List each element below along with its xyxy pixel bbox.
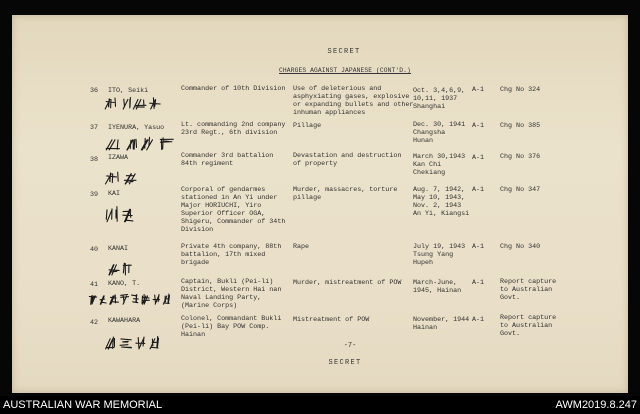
row-number: 36 <box>90 87 99 95</box>
text-line: Shigeru, Commander of 34th <box>181 218 286 226</box>
position-cell <box>181 278 281 310</box>
reference-cell <box>500 86 540 94</box>
position-cell <box>181 243 281 267</box>
date-place-cell <box>413 243 465 267</box>
accused-name: KAI <box>108 190 121 198</box>
reference-cell <box>500 314 556 338</box>
text-line: 23rd Regt., 6th division <box>181 129 278 137</box>
handwritten-stroke <box>106 207 133 222</box>
classification-header: SECRET <box>327 48 361 56</box>
position-cell <box>181 85 285 93</box>
date-place-cell <box>413 279 461 295</box>
text-line: Chg No 340 <box>500 243 541 251</box>
accused-name: IYENURA, Yasuo <box>108 124 165 132</box>
text-line: stationed in An Yi under <box>181 194 278 202</box>
handwritten-name <box>104 136 176 151</box>
handwritten-name <box>104 170 140 185</box>
charge-cell <box>293 279 401 287</box>
reference-cell <box>500 186 540 194</box>
handwritten-name <box>88 293 172 305</box>
row-number: 39 <box>90 191 99 199</box>
handwritten-stroke <box>89 294 169 304</box>
accused-name: ITO, Seiki <box>108 87 149 95</box>
text-line: inhuman appliances <box>293 109 366 117</box>
grade-cell: A-1 <box>472 186 485 194</box>
text-line: Naval Landing Party, <box>181 294 262 302</box>
accused-name: IZAWA <box>108 154 129 162</box>
handwritten-name <box>104 335 162 350</box>
text-line: Hainan <box>181 331 206 339</box>
accused-name: KAWAHARA <box>108 317 141 325</box>
text-line: Govt. <box>500 330 521 338</box>
text-line: Rape <box>293 243 310 251</box>
date-place-cell <box>413 87 465 111</box>
text-line: battalion, 17th mixed <box>181 251 266 259</box>
handwritten-name <box>104 205 136 223</box>
text-line: Chekiang <box>413 169 446 177</box>
text-line: Lt. commanding 2nd company <box>181 121 286 129</box>
page-number: -7- <box>343 342 357 350</box>
date-place-cell <box>413 153 465 177</box>
text-line: Chg No 347 <box>500 186 541 194</box>
text-line: Commander 3rd battalion <box>181 152 274 160</box>
text-line: Use of deleterious and <box>293 85 382 93</box>
text-line: Captain, Bukli (Pei-li) <box>181 278 274 286</box>
handwritten-stroke <box>106 172 137 184</box>
text-line: Superior Officer OGA, <box>181 210 266 218</box>
handwritten-stroke <box>106 336 159 349</box>
position-cell <box>181 315 281 339</box>
reference-cell <box>500 243 540 251</box>
grade-cell: A-1 <box>472 122 485 130</box>
grade-cell: A-1 <box>472 316 485 324</box>
charge-cell <box>293 316 369 324</box>
grade-cell: A-1 <box>472 154 485 162</box>
reference-cell <box>500 278 556 302</box>
text-line: to Australian <box>500 322 553 330</box>
date-place-cell <box>413 316 469 332</box>
text-line: Govt. <box>500 294 521 302</box>
text-line: Division <box>181 226 214 234</box>
text-line: May 10, 1943, <box>413 194 466 202</box>
text-line: Pillage <box>293 122 322 130</box>
reference-cell <box>500 153 540 161</box>
text-line: (Marine Corps) <box>181 302 238 310</box>
grade-cell: A-1 <box>472 86 485 94</box>
text-line: Major HORIUCHI, Yiro <box>181 202 262 210</box>
text-line: Devastation and destruction <box>293 152 402 160</box>
charge-cell <box>293 243 309 251</box>
row-number: 38 <box>90 156 99 164</box>
institution-name: AUSTRALIAN WAR MEMORIAL <box>3 399 163 411</box>
text-line: Shanghai <box>413 103 446 111</box>
position-cell <box>181 186 285 234</box>
text-line: Murder, massacres, torture <box>293 186 398 194</box>
text-line: 10,11, 1937 <box>413 95 458 103</box>
text-line: Oct. 3,4,6,9, <box>413 87 466 95</box>
text-line: Chg No 376 <box>500 153 541 161</box>
handwritten-name <box>107 261 135 276</box>
grade-cell: A-1 <box>472 279 485 287</box>
text-line: Corporal of gendarmes <box>181 186 266 194</box>
accused-name: KANAI <box>108 245 129 253</box>
text-line: Report capture <box>500 278 557 286</box>
position-cell <box>181 152 273 168</box>
text-line: Colonel, Commandant Bukli <box>181 315 282 323</box>
text-line: (Pei-li) Bay POW Comp. <box>181 323 270 331</box>
text-line: pillage <box>293 194 322 202</box>
text-line: District, Western Hai nan <box>181 286 282 294</box>
handwritten-stroke <box>105 98 160 110</box>
text-line: March 30,1943 <box>413 153 466 161</box>
position-cell <box>181 121 285 137</box>
text-line: brigade <box>181 259 210 267</box>
accused-name: KANO, T. <box>108 280 141 288</box>
text-line: Private 4th company, 88th <box>181 243 282 251</box>
text-line: Aug. 7, 1942, <box>413 186 466 194</box>
handwritten-name <box>104 96 162 110</box>
text-line: Hainan <box>413 324 438 332</box>
charge-cell <box>293 85 413 117</box>
classification-footer: SECRET <box>328 359 362 367</box>
text-line: Dec. 30, 1941 <box>413 121 466 129</box>
handwritten-stroke <box>106 137 173 150</box>
text-line: November, 1944 <box>413 316 470 324</box>
date-place-cell <box>413 121 465 145</box>
text-line: asphyxiating gases, explosive <box>293 93 410 101</box>
charge-cell <box>293 122 321 130</box>
row-number: 42 <box>90 319 99 327</box>
text-line: March-June, <box>413 279 458 287</box>
grade-cell: A-1 <box>472 243 485 251</box>
text-line: Commander of 10th Division <box>181 85 286 93</box>
text-line: or expanding bullets and other <box>293 101 414 109</box>
date-place-cell <box>413 186 469 218</box>
text-line: to Australian <box>500 286 553 294</box>
text-line: Changsha <box>413 129 446 137</box>
text-line: Report capture <box>500 314 557 322</box>
charge-cell <box>293 152 401 168</box>
text-line: Kan Chi <box>413 161 442 169</box>
text-line: Hupeh <box>413 259 434 267</box>
text-line: 84th regiment <box>181 160 234 168</box>
text-line: Chg No 385 <box>500 122 541 130</box>
handwritten-stroke <box>109 263 131 275</box>
accession-number: AWM2019.8.247 <box>555 399 637 411</box>
reference-cell <box>500 122 540 130</box>
text-line: Nov. 2, 1943 <box>413 202 462 210</box>
text-line: Tsung Yang <box>413 251 454 259</box>
text-line: Hunan <box>413 137 434 145</box>
text-line: An Yi, Kiangsi <box>413 210 470 218</box>
document-title: CHARGES AGAINST JAPANESE (CONT'D.) <box>279 67 411 74</box>
row-number: 37 <box>90 124 99 132</box>
row-number: 41 <box>90 281 99 289</box>
text-line: Murder, mistreatment of POW <box>293 279 402 287</box>
text-line: of property <box>293 160 338 168</box>
archive-caption-bar <box>0 396 640 414</box>
charge-cell <box>293 186 397 202</box>
text-line: Chg No 324 <box>500 86 541 94</box>
text-line: Mistreatment of POW <box>293 316 370 324</box>
text-line: 1945, Hainan <box>413 287 462 295</box>
text-line: July 19, 1943 <box>413 243 466 251</box>
row-number: 40 <box>90 246 99 254</box>
